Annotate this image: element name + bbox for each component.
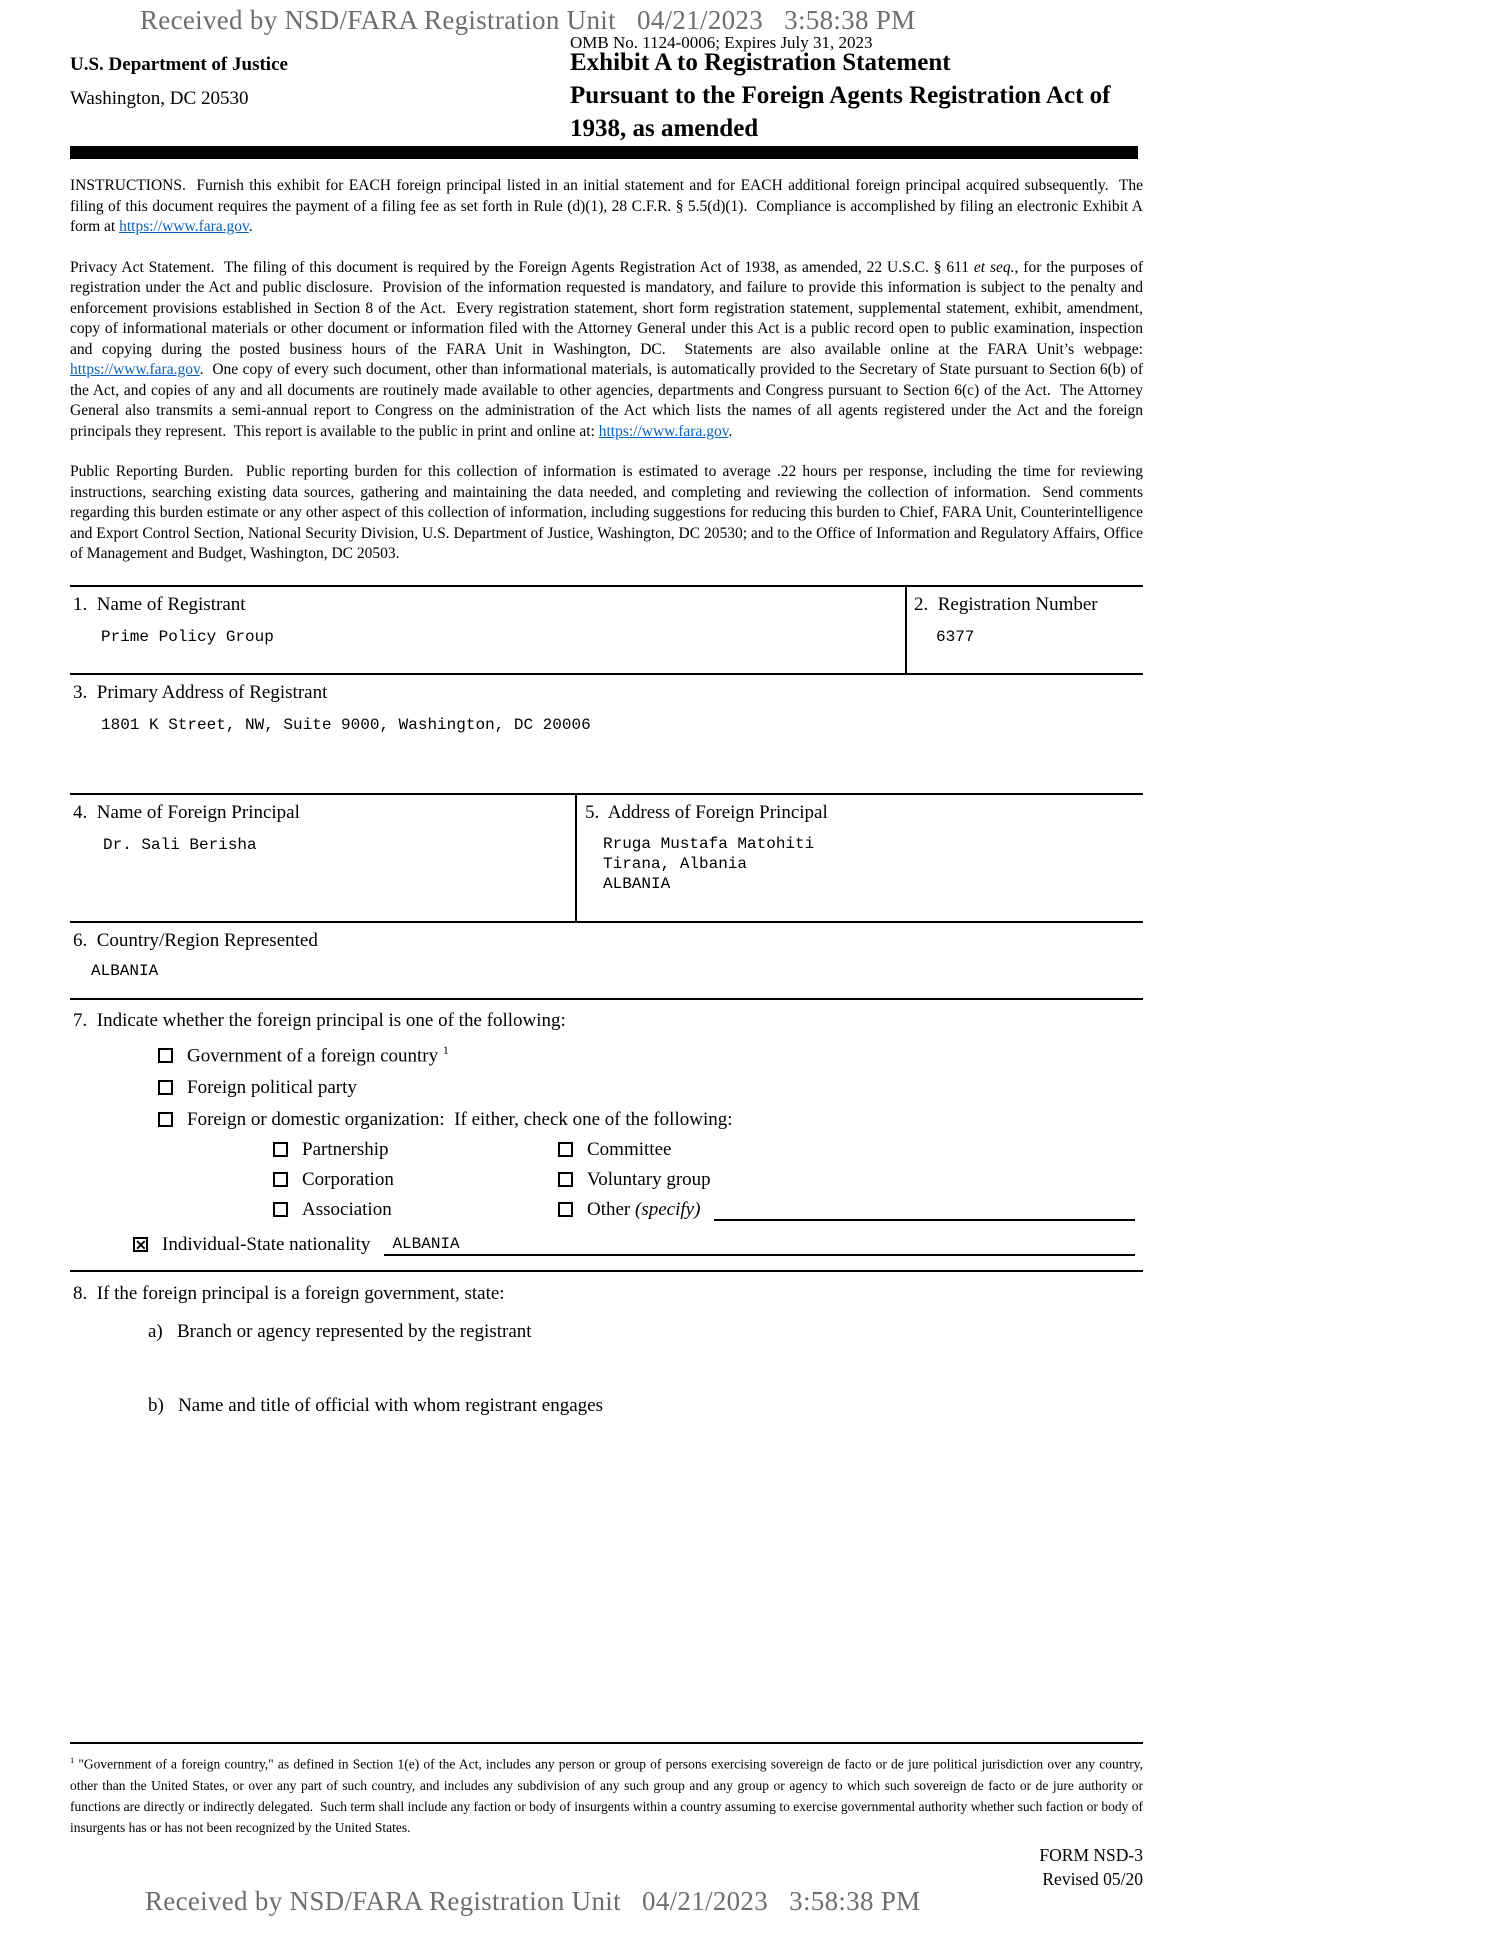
fara-link-privacy-2[interactable]: https://www.fara.gov	[598, 422, 729, 440]
section-7	[70, 1000, 1143, 1272]
field-foreign-principal-address	[575, 795, 1143, 921]
privacy-paragraph	[70, 258, 1147, 443]
department-block	[70, 54, 288, 110]
other-checkbox[interactable]	[558, 1202, 573, 1217]
organization-checkbox[interactable]	[158, 1112, 173, 1127]
footnote-text: "Government of a foreign country," as defined in Section 1(e) of the Act, includes any person or group of persons exercising sovereign de facto or de jure political jurisdiction over any country, other than the United States, or over any part of such country, and includes any subdivision of any such group and any group or agency to which such sovereign de facto or de jure authority or functions are directly or indirectly delegated. Such term shall include any faction or body of insurgents within a country assuming to exercise governmental authority whether such faction or body of insurgents has or has not been recognized by the United States.	[70, 1756, 1147, 1835]
privacy-text-1: Privacy Act Statement. The filing of this document is required by the Foreign Agents Registration Act of 1938, as amended, 22 U.S.C. § 611	[70, 258, 974, 276]
exhibit-subtitle: Pursuant to the Foreign Agents Registration Act of 1938, as amended	[570, 82, 1111, 142]
corporation-checkbox[interactable]	[273, 1172, 288, 1187]
individual-nationality-field[interactable]	[384, 1234, 1135, 1256]
field-registration-number	[905, 587, 1143, 673]
option-association	[273, 1199, 558, 1221]
option-individual	[73, 1234, 1143, 1256]
government-checkbox[interactable]	[158, 1048, 173, 1063]
field-primary-address	[70, 675, 1143, 795]
field-name-of-registrant	[70, 587, 905, 673]
section-8-item-a: a) Branch or agency represented by the registrant	[148, 1320, 532, 1342]
field-4-label: 4. Name of Foreign Principal	[73, 801, 300, 823]
option-partnership	[273, 1139, 558, 1161]
other-label	[587, 1199, 700, 1221]
registrant-name-value: Prime Policy Group	[101, 627, 274, 646]
exhibit-title: Exhibit A to Registration Statement	[570, 49, 951, 76]
other-specify-field[interactable]	[714, 1199, 1135, 1221]
suboption-row-1	[73, 1139, 1143, 1161]
partnership-label: Partnership	[302, 1138, 389, 1160]
corporation-label: Corporation	[302, 1168, 394, 1190]
option-voluntary-group	[558, 1169, 1143, 1191]
other-specify-text: (specify)	[635, 1198, 701, 1220]
committee-checkbox[interactable]	[558, 1142, 573, 1157]
field-1-label: 1. Name of Registrant	[73, 593, 246, 615]
header-divider-bar	[70, 146, 1138, 159]
fp-address-line-1: Rruga Mustafa Matohiti	[603, 834, 815, 853]
section-8-item-b: b) Name and title of official with whom registrant engages	[148, 1394, 603, 1416]
title-block	[570, 46, 1148, 145]
option-organization	[73, 1109, 1143, 1131]
section-8	[70, 1272, 1143, 1482]
committee-label: Committee	[587, 1138, 672, 1160]
form-table	[70, 585, 1143, 1482]
primary-address-value: 1801 K Street, NW, Suite 9000, Washington, DC 20006	[101, 715, 591, 734]
fp-address-line-2: Tirana, Albania	[603, 854, 748, 873]
instructions-text: INSTRUCTIONS. Furnish this exhibit for EACH foreign principal listed in an initial statement and for EACH additional foreign principal acquired subsequently. The filing of this document requires the payment of a filing fee as set forth in Rule (d)(1), 28 C.F.R. § 5.5(d)(1). Compliance is accomplished by filing an electronic Exhibit A form at	[70, 177, 1147, 235]
option-government	[73, 1044, 1143, 1067]
form-revision: Revised 05/20	[1042, 1869, 1143, 1889]
burden-paragraph: Public Reporting Burden. Public reporting burden for this collection of information is estimated to average .22 hours per response, including the time for reviewing instructions, searching existing data sources, gathering and maintaining the data needed, and completing and reviewing the collection of information. Send comments regarding this burden estimate or any other aspect of this collection of information, including suggestions for reducing this burden to Chief, FARA Unit, Counterintelligence and Export Control Section, National Security Division, U.S. Department of Justice, Washington, DC 20530; and to the Office of Information and Regulatory Affairs, Office of Management and Budget, Washington, DC 20503.	[70, 463, 1147, 562]
fp-address-line-3: ALBANIA	[603, 874, 671, 893]
other-label-text: Other	[587, 1198, 636, 1220]
government-label	[187, 1044, 449, 1067]
field-2-label: 2. Registration Number	[914, 593, 1098, 615]
option-corporation	[273, 1169, 558, 1191]
fara-link-privacy-1[interactable]: https://www.fara.gov	[70, 361, 200, 378]
suboption-row-2	[73, 1169, 1143, 1191]
field-5-label: 5. Address of Foreign Principal	[585, 801, 828, 823]
instructions-text-end: .	[248, 218, 253, 235]
form-id-block	[70, 1843, 1143, 1891]
registration-number-value: 6377	[936, 627, 975, 646]
association-checkbox[interactable]	[273, 1202, 288, 1217]
field-country-represented	[70, 923, 1143, 1000]
omb-number: OMB No. 1124-0006; Expires July 31, 2023	[570, 33, 873, 52]
country-represented-value: ALBANIA	[91, 961, 159, 980]
partnership-checkbox[interactable]	[273, 1142, 288, 1157]
field-foreign-principal-name	[70, 795, 575, 921]
voluntary-group-checkbox[interactable]	[558, 1172, 573, 1187]
privacy-text-3: . One copy of every such document, other than informational materials, is automatically provided to the Secretary of State pursuant to Section 6(b) of the Act, and copies of any and all documents are routinely made available to other agencies, departments and Congress pursuant to Section 6(c) of the Act. The Attorney General also transmits a semi-annual report to Congress on the administration of the Act which lists the names of all agents registered under the Act and the foreign principals they represent. This report is available to the public in print and online at:	[70, 361, 1147, 440]
footnote-marker: 1	[70, 1756, 75, 1765]
privacy-text-2: , for the purposes of registration under the Act and public disclosure. Provision of the information requested is mandatory, and failure to provide this information is subject to the penalty and enforcement provisions established in Section 8 of the Act. Every registration statement, short form registration statement, supplemental statement, exhibit, amendment, copy of informational materials or other document or information filed with the Attorney General under this Act is a public record open to public examination, inspection and copying during the posted business hours of the FARA Unit in Washington, DC. Statements are also available online at the FARA Unit’s webpage:	[70, 258, 1147, 358]
foreign-principal-address-value	[603, 834, 1143, 894]
fara-link-instructions[interactable]: https://www.fara.gov	[119, 218, 249, 235]
received-stamp-top: Received by NSD/FARA Registration Unit 04/21/2023 3:58:38 PM	[140, 5, 916, 35]
association-label: Association	[302, 1198, 392, 1220]
political-party-label: Foreign political party	[187, 1076, 357, 1098]
voluntary-group-label: Voluntary group	[587, 1168, 711, 1190]
individual-label: Individual-State nationality	[162, 1233, 371, 1255]
individual-checkbox[interactable]: ✕	[135, 1237, 147, 1254]
row-registrant	[70, 587, 1143, 675]
option-political-party	[73, 1077, 1143, 1099]
foreign-principal-name-value: Dr. Sali Berisha	[103, 835, 257, 854]
option-other	[558, 1199, 1143, 1221]
government-label-text: Government of a foreign country	[187, 1044, 443, 1066]
privacy-text-4: .	[728, 422, 733, 440]
department-address: Washington, DC 20530	[70, 88, 249, 109]
organization-label: Foreign or domestic organization: If either, check one of the following:	[187, 1108, 733, 1130]
privacy-et-seq: et seq.	[973, 258, 1015, 276]
political-party-checkbox[interactable]	[158, 1080, 173, 1095]
row-foreign-principal	[70, 795, 1143, 923]
suboption-row-3	[73, 1199, 1143, 1221]
field-6-label: 6. Country/Region Represented	[73, 929, 318, 951]
individual-nationality-value: ALBANIA	[392, 1234, 460, 1253]
document-body	[70, 176, 1147, 1482]
footnote	[70, 1742, 1147, 1838]
government-footnote-marker: 1	[442, 1043, 449, 1057]
department-name: U.S. Department of Justice	[70, 54, 288, 75]
form-number: FORM NSD-3	[1039, 1845, 1143, 1865]
option-committee	[558, 1139, 1143, 1161]
instructions-paragraph	[70, 176, 1147, 238]
received-stamp-bottom: Received by NSD/FARA Registration Unit 04/21/2023 3:58:38 PM	[145, 1886, 921, 1916]
section-7-label: 7. Indicate whether the foreign principal is one of the following:	[73, 1009, 566, 1031]
section-8-label: 8. If the foreign principal is a foreign government, state:	[73, 1282, 505, 1304]
field-3-label: 3. Primary Address of Registrant	[73, 681, 328, 703]
